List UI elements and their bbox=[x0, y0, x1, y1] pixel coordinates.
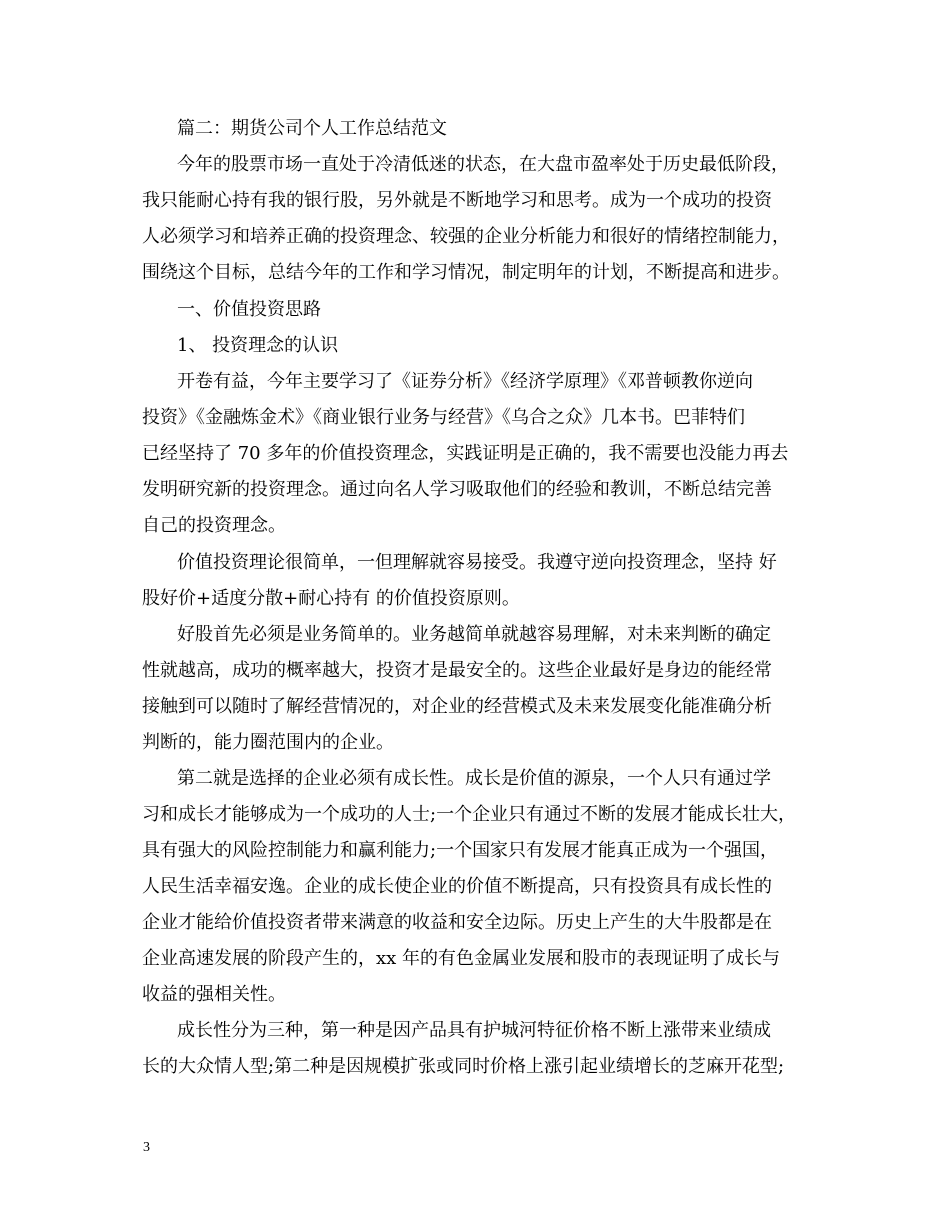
section-heading: 一、价值投资思路 bbox=[177, 299, 321, 320]
paragraph-line: 我只能耐心持有我的银行股，另外就是不断地学习和思考。成为一个成功的投资 bbox=[142, 190, 772, 211]
paragraph-line: 人民生活幸福安逸。企业的成长使企业的价值不断提高，只有投资具有成长性的 bbox=[142, 876, 772, 897]
section-title: 篇二：期货公司个人工作总结范文 bbox=[177, 118, 447, 139]
page-number: 3 bbox=[143, 1140, 150, 1155]
paragraph-line: 价值投资理论很简单，一但理解就容易接受。我遵守逆向投资理念，坚持 好 bbox=[177, 552, 777, 573]
paragraph-line: 具有强大的风险控制能力和赢利能力;一个国家只有发展才能真正成为一个强国， bbox=[142, 840, 779, 861]
paragraph-line: 接触到可以随时了解经营情况的，对企业的经营模式及未来发展变化能准确分析 bbox=[142, 696, 772, 717]
paragraph-line: 已经坚持了 70 多年的价值投资理念，实践证明是正确的，我不需要也没能力再去 bbox=[142, 443, 789, 464]
paragraph-line: 自己的投资理念。 bbox=[142, 515, 286, 536]
paragraph-line: 今年的股票市场一直处于冷清低迷的状态，在大盘市盈率处于历史最低阶段， bbox=[177, 154, 789, 175]
paragraph-line: 股好价+适度分散+耐心持有 的价值投资原则。 bbox=[142, 588, 520, 609]
paragraph-line: 长的大众情人型;第二种是因规模扩张或同时价格上涨引起业绩增长的芝麻开花型; bbox=[142, 1056, 785, 1077]
paragraph-line: 企业才能给价值投资者带来满意的收益和安全边际。历史上产生的大牛股都是在 bbox=[142, 912, 772, 933]
paragraph-line: 围绕这个目标，总结今年的工作和学习情况，制定明年的计划，不断提高和进步。 bbox=[142, 262, 790, 283]
paragraph-line: 性就越高，成功的概率越大，投资才是最安全的。这些企业最好是身边的能经常 bbox=[142, 660, 772, 681]
paragraph-line: 人必须学习和培养正确的投资理念、较强的企业分析能力和很好的情绪控制能力， bbox=[142, 226, 790, 247]
paragraph-line: 判断的，能力圈范围内的企业。 bbox=[142, 732, 394, 753]
paragraph-line: 好股首先必须是业务简单的。业务越简单就越容易理解，对未来判断的确定 bbox=[177, 624, 771, 645]
paragraph-line: 第二就是选择的企业必须有成长性。成长是价值的源泉，一个人只有通过学 bbox=[177, 768, 771, 789]
paragraph-line: 开卷有益，今年主要学习了《证券分析》《经济学原理》《邓普顿教你逆向 bbox=[177, 371, 753, 392]
paragraph-line: 成长性分为三种，第一种是因产品具有护城河特征价格不断上涨带来业绩成 bbox=[177, 1020, 771, 1041]
paragraph-line: 习和成长才能够成为一个成功的人士;一个企业只有通过不断的发展才能成长壮大， bbox=[142, 804, 797, 825]
subsection-heading: 1、 投资理念的认识 bbox=[177, 335, 339, 356]
paragraph-line: 收益的强相关性。 bbox=[142, 984, 286, 1005]
paragraph-line: 发明研究新的投资理念。通过向名人学习吸取他们的经验和教训，不断总结完善 bbox=[142, 479, 772, 500]
paragraph-line: 投资》《金融炼金术》《商业银行业务与经营》《乌合之众》几本书。巴菲特们 bbox=[142, 407, 745, 428]
paragraph-line: 企业高速发展的阶段产生的，xx 年的有色金属业发展和股市的表现证明了成长与 bbox=[142, 948, 781, 969]
